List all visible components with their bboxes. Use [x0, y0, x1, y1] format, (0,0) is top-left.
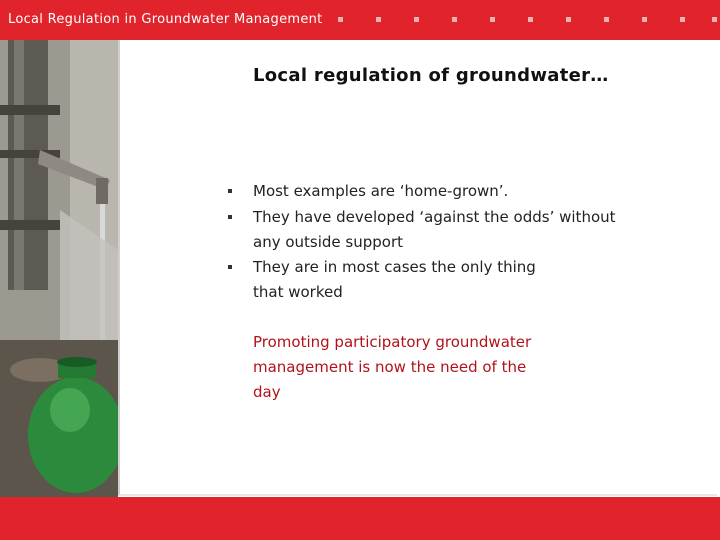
highlight-line: Promoting participatory groundwater — [253, 333, 532, 351]
header-decoration-square — [338, 17, 343, 22]
slide-title: Local regulation of groundwater… — [253, 65, 609, 86]
header-decoration-square — [566, 17, 571, 22]
highlight-line: management is now the need of the — [253, 358, 527, 376]
header-decoration-square — [452, 17, 457, 22]
bullet-line: that worked — [253, 283, 343, 301]
footer-bar — [0, 497, 720, 540]
header-decoration-square — [642, 17, 647, 22]
bullet-line: Most examples are ‘home-grown’. — [253, 182, 509, 200]
header-decoration-square — [604, 17, 609, 22]
header-title: Local Regulation in Groundwater Management — [8, 12, 323, 27]
header-decoration-square — [376, 17, 381, 22]
bullet-marker — [228, 265, 232, 269]
header-decoration-square — [680, 17, 685, 22]
highlight-line: day — [253, 383, 281, 401]
bullet-line: They are in most cases the only thing — [253, 258, 536, 276]
water-pump-illustration — [0, 40, 118, 497]
bullet-line: They have developed ‘against the odds’ without — [253, 208, 616, 226]
header-decoration-square — [712, 17, 717, 22]
header-decoration-square — [528, 17, 533, 22]
bullet-marker — [228, 189, 232, 193]
header-decoration-square — [490, 17, 495, 22]
water-pump-photo — [0, 40, 118, 497]
bullet-line: any outside support — [253, 233, 403, 251]
header-decoration-square — [414, 17, 419, 22]
bullet-marker — [228, 215, 232, 219]
header-bar — [0, 0, 720, 40]
